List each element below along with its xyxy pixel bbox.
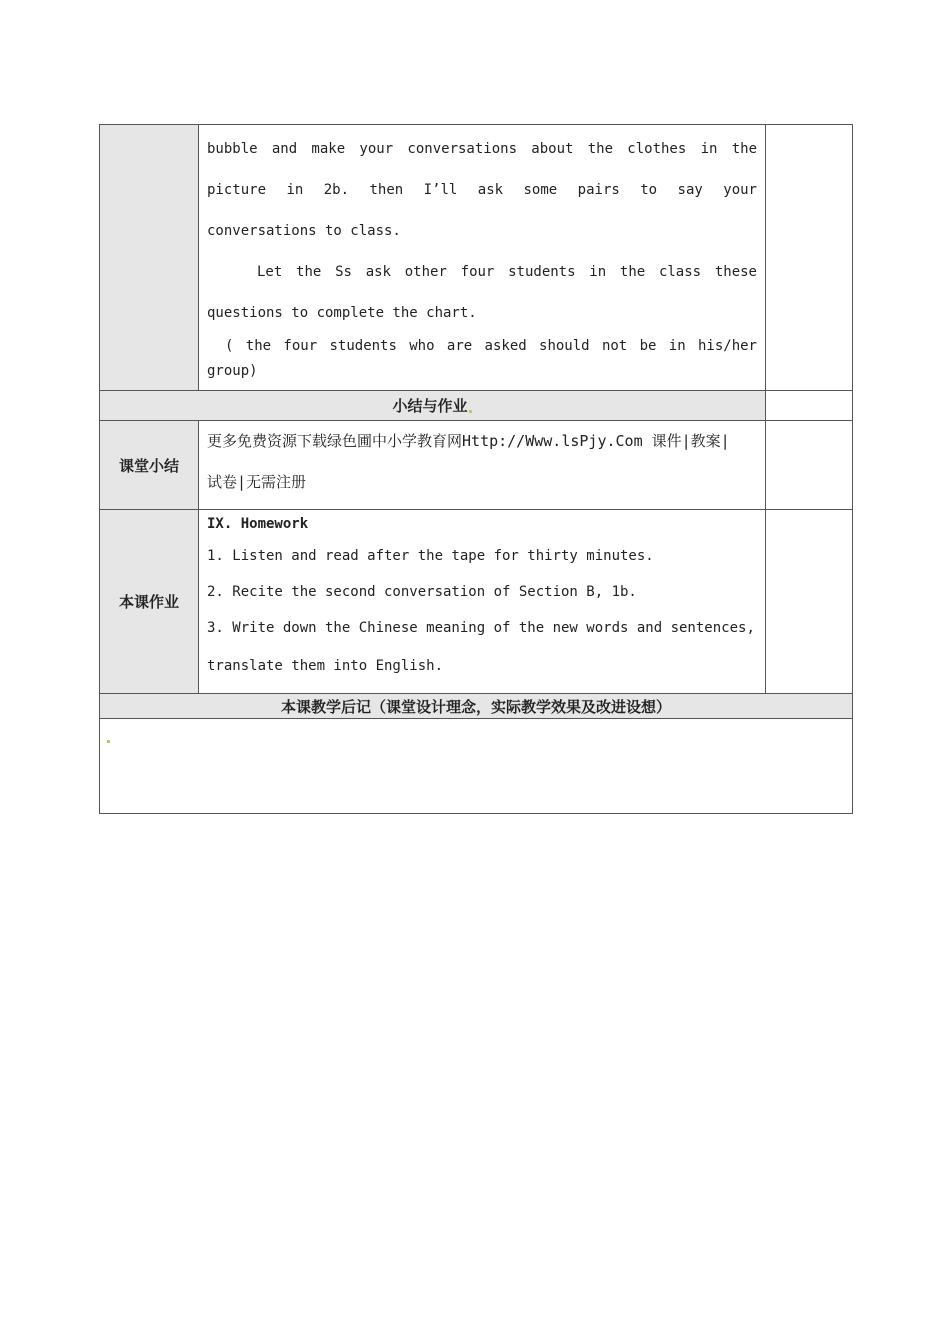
summary-line: 更多免费资源下载绿色圃中小学教育网Http://Www.lsPjy.Com 课件|教案| bbox=[207, 432, 730, 450]
summary-label: 课堂小结 bbox=[100, 421, 199, 510]
marker-dot bbox=[469, 410, 472, 413]
homework-notes-cell bbox=[766, 510, 853, 694]
homework-item: translate them into English. bbox=[207, 658, 444, 674]
homework-content bbox=[199, 510, 766, 694]
reflection-body-row bbox=[100, 719, 853, 814]
marker-dot bbox=[107, 740, 110, 743]
activity-line: bubble and make your conversations about the clothes in the bbox=[207, 141, 757, 157]
activity-label-cell bbox=[100, 125, 199, 391]
homework-item: 3. Write down the Chinese meaning of the new words and sentences, bbox=[207, 620, 755, 636]
homework-label: 本课作业 bbox=[100, 510, 199, 694]
activity-line: group) bbox=[207, 363, 258, 379]
activity-row bbox=[100, 125, 853, 391]
homework-title: IX. Homework bbox=[207, 516, 309, 532]
section-header bbox=[100, 391, 766, 421]
activity-notes-cell bbox=[766, 125, 853, 391]
reflection-header-row bbox=[100, 694, 853, 719]
summary-notes-cell bbox=[766, 421, 853, 510]
section-header-text: 小结与作业 bbox=[392, 397, 468, 415]
lesson-plan-table bbox=[99, 124, 853, 814]
section-header-notes-cell bbox=[766, 391, 853, 421]
activity-line: Let the Ss ask other four students in the class these bbox=[257, 264, 757, 280]
activity-line: conversations to class. bbox=[207, 223, 401, 239]
homework-item: 1. Listen and read after the tape for thirty minutes. bbox=[207, 548, 654, 564]
homework-item: 2. Recite the second conversation of Section B, 1b. bbox=[207, 584, 637, 600]
reflection-body bbox=[100, 719, 853, 814]
section-header-row bbox=[100, 391, 853, 421]
summary-content bbox=[199, 421, 766, 510]
summary-row bbox=[100, 421, 853, 510]
activity-line: questions to complete the chart. bbox=[207, 305, 477, 321]
homework-row bbox=[100, 510, 853, 694]
activity-content-cell bbox=[199, 125, 766, 391]
activity-line: picture in 2b. then I’ll ask some pairs to say your bbox=[207, 182, 757, 198]
reflection-header: 本课教学后记（课堂设计理念，实际教学效果及改进设想） bbox=[100, 694, 853, 719]
summary-line: 试卷|无需注册 bbox=[207, 473, 307, 491]
activity-line: ( the four students who are asked should not be in his/her bbox=[225, 338, 757, 354]
